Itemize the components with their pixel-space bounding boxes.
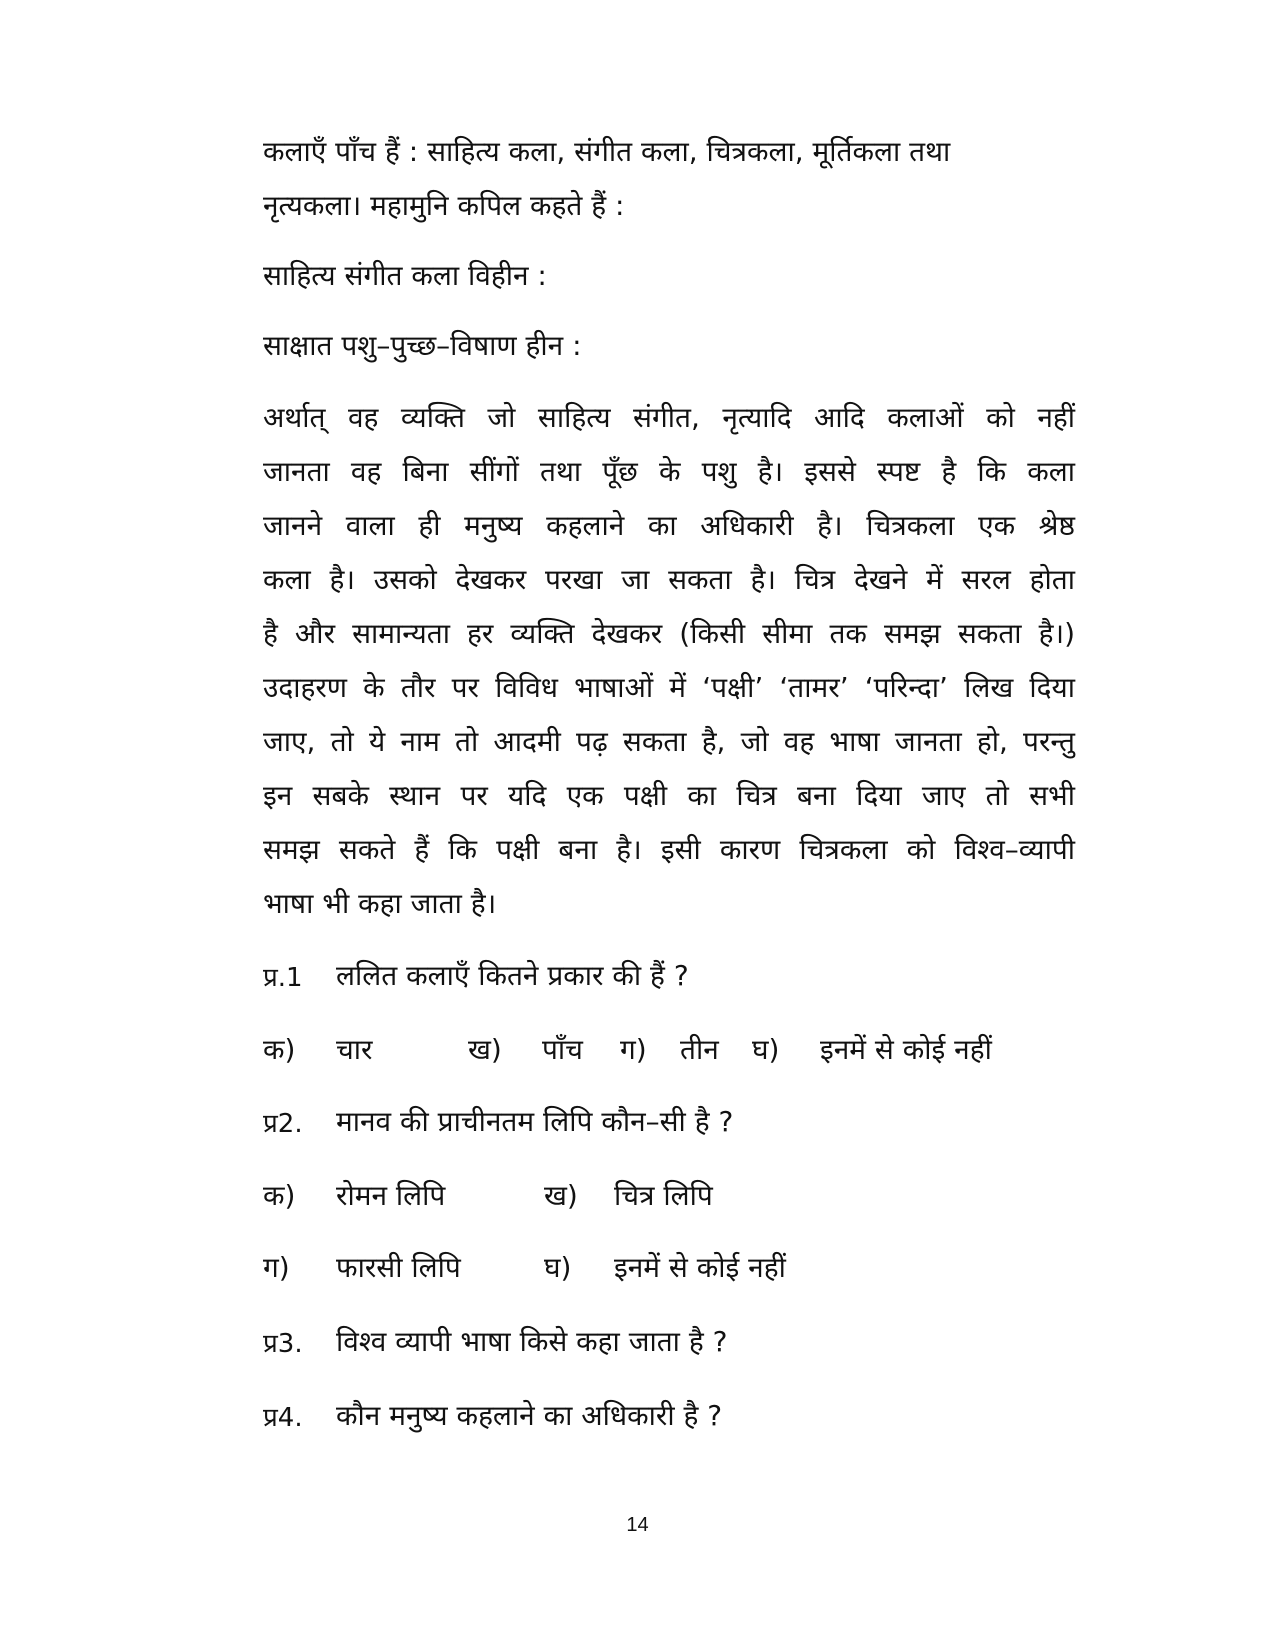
paragraph-line-1: अर्थात् वह व्यक्ति जो साहित्य संगीत, नृत्यादि आदि कलाओं को नहीं — [263, 401, 1075, 434]
q1-option-c-label: ग) — [620, 1033, 647, 1066]
question-3-number: प्र3. — [263, 1329, 303, 1359]
question-2-text: मानव की प्राचीनतम लिपि कौन–सी है ? — [336, 1105, 734, 1138]
question-1-number: प्र.1 — [263, 963, 303, 993]
question-4-number: प्र4. — [263, 1403, 303, 1433]
q1-option-b-text: पाँच — [542, 1033, 583, 1066]
paragraph-line-6: उदाहरण के तौर पर विविध भाषाओं में ‘पक्षी’ ‘तामर’ ‘परिन्दा’ लिख दिया — [263, 671, 1075, 704]
page-number: 14 — [626, 1514, 649, 1536]
q2-option-a-text: रोमन लिपि — [336, 1179, 446, 1212]
q1-option-b-label: ख) — [468, 1033, 502, 1066]
q2-option-d-text: इनमें से कोई नहीं — [614, 1251, 786, 1284]
question-1-text: ललित कलाएँ कितने प्रकार की हैं ? — [336, 959, 689, 992]
paragraph-line-10: भाषा भी कहा जाता है। — [263, 887, 497, 920]
paragraph-line-9: समझ सकते हैं कि पक्षी बना है। इसी कारण चित्रकला को विश्व–व्यापी — [263, 833, 1075, 866]
q2-option-c-text: फारसी लिपि — [336, 1251, 461, 1284]
verse-line-2: साक्षात पशु–पुच्छ–विषाण हीन : — [263, 329, 582, 362]
paragraph-line-7: जाए, तो ये नाम तो आदमी पढ़ सकता है, जो वह भाषा जानता हो, परन्तु — [263, 725, 1075, 758]
paragraph-line-4: कला है। उसको देखकर परखा जा सकता है। चित्र देखने में सरल होता — [263, 563, 1075, 596]
paragraph-line-8: इन सबके स्थान पर यदि एक पक्षी का चित्र बना दिया जाए तो सभी — [263, 779, 1075, 812]
question-2-number: प्र2. — [263, 1109, 303, 1139]
question-3-text: विश्व व्यापी भाषा किसे कहा जाता है ? — [336, 1325, 728, 1358]
question-4-text: कौन मनुष्य कहलाने का अधिकारी है ? — [336, 1399, 723, 1432]
q1-option-a-text: चार — [336, 1033, 373, 1066]
q1-option-c-text: तीन — [680, 1033, 719, 1066]
q1-option-a-label: क) — [263, 1033, 296, 1066]
q1-option-d-label: घ) — [752, 1033, 780, 1066]
q2-option-c-label: ग) — [263, 1251, 290, 1284]
q2-option-d-label: घ) — [544, 1251, 572, 1284]
paragraph-line-2: जानता वह बिना सींगों तथा पूँछ के पशु है। इससे स्पष्ट है कि कला — [263, 455, 1075, 488]
intro-line-2: नृत्यकला। महामुनि कपिल कहते हैं : — [263, 189, 625, 222]
q2-option-b-label: ख) — [544, 1179, 578, 1212]
q1-option-d-text: इनमें से कोई नहीं — [820, 1033, 992, 1066]
paragraph-line-5: है और सामान्यता हर व्यक्ति देखकर (किसी सीमा तक समझ सकता है।) — [263, 617, 1075, 650]
intro-line-1: कलाएँ पाँच हैं : साहित्य कला, संगीत कला, चित्रकला, मूर्तिकला तथा — [263, 135, 951, 168]
q2-option-b-text: चित्र लिपि — [614, 1179, 713, 1212]
paragraph-line-3: जानने वाला ही मनुष्य कहलाने का अधिकारी है। चित्रकला एक श्रेष्ठ — [263, 509, 1075, 542]
q2-option-a-label: क) — [263, 1179, 296, 1212]
verse-line-1: साहित्य संगीत कला विहीन : — [263, 259, 547, 292]
